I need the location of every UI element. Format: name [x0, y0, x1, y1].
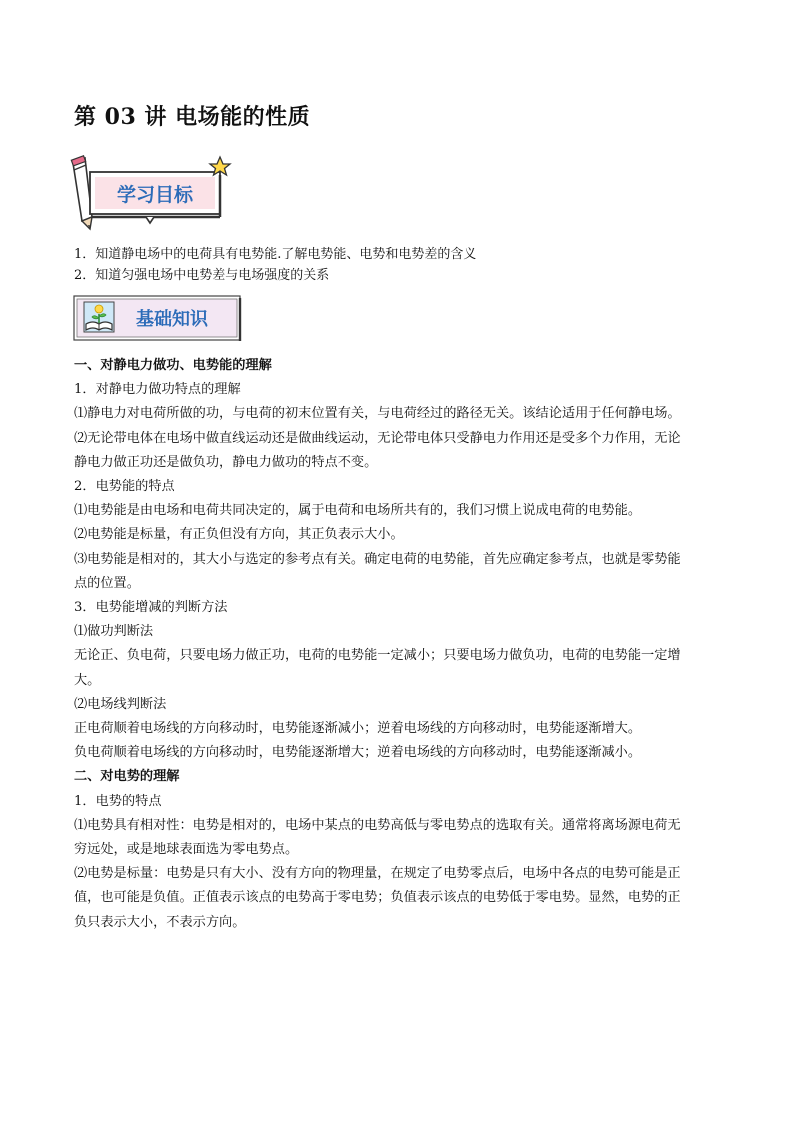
subsection-heading: 3．电势能增减的判断方法: [74, 600, 228, 616]
section-heading: 一、对静电力做功、电势能的理解: [74, 358, 272, 373]
paragraph: 无论正、负电荷，只要电场力做正功，电荷的电势能一定减小；只要电场力做负功，电荷的电势能一定增: [74, 648, 681, 664]
paragraph: ⑵无论带电体在电场中做直线运动还是做曲线运动，无论带电体只受静电力作用还是受多个力作用，无论: [74, 430, 681, 446]
knowledge-badge: [72, 292, 244, 344]
paragraph: ⑴电势具有相对性：电势是相对的，电场中某点的电势高低与零电势点的选取有关。通常将离场源电荷无: [74, 817, 681, 833]
book-icon: [84, 302, 114, 332]
paragraph: ⑴静电力对电荷所做的功，与电荷的初末位置有关，与电荷经过的路径无关。该结论适用于任何静电场。: [74, 406, 681, 422]
subsection-heading: 1．电势的特点: [74, 793, 162, 809]
objectives-badge-label: 学习目标: [116, 184, 194, 206]
objectives-badge: [70, 155, 236, 235]
paragraph: ⑶电势能是相对的，其大小与选定的参考点有关。确定电荷的电势能，首先应确定参考点，也就是零势能: [74, 551, 681, 567]
paragraph: 大。: [74, 672, 101, 688]
subsection-heading: 2．电势能的特点: [74, 479, 175, 495]
pencil-icon: [71, 156, 92, 229]
section-heading: 二、对电势的理解: [74, 769, 180, 785]
paragraph: ⑵电势是标量：电势是只有大小、没有方向的物理量，在规定了电势零点后，电场中各点的电势可能是正: [74, 866, 681, 882]
paragraph: 负只表示大小，不表示方向。: [74, 914, 246, 930]
goals-list: [74, 244, 724, 286]
paragraph: 点的位置。: [74, 575, 140, 591]
subsection-heading: 1．对静电力做功特点的理解: [74, 382, 241, 398]
paragraph: 值，也可能是负值。正值表示该点的电势高于零电势；负值表示该点的电势低于零电势。显然，电势的正: [74, 890, 681, 906]
paragraph: 正电荷顺着电场线的方向移动时，电势能逐渐减小；逆着电场线的方向移动时，电势能逐渐增大。: [74, 721, 642, 737]
knowledge-content: [74, 354, 724, 935]
goal-item: 2．知道匀强电场中电势差与电场强度的关系: [74, 268, 330, 283]
paragraph: 静电力做正功还是做负功，静电力做功的特点不变。: [74, 454, 378, 470]
method-heading: ⑴做功判断法: [74, 624, 154, 640]
knowledge-badge-label: 基础知识: [136, 309, 208, 330]
page-title: 第 03 讲 电场能的性质: [74, 104, 311, 130]
goal-item: 1．知道静电场中的电荷具有电势能.了解电势能、电势和电势差的含义: [74, 247, 477, 262]
paragraph: 穷远处，或是地球表面选为零电势点。: [74, 842, 299, 858]
paragraph: ⑴电势能是由电场和电荷共同决定的，属于电荷和电场所共有的，我们习惯上说成电荷的电势能。: [74, 503, 642, 519]
paragraph: 负电荷顺着电场线的方向移动时，电势能逐渐增大；逆着电场线的方向移动时，电势能逐渐减小。: [74, 745, 642, 761]
paragraph: ⑵电势能是标量，有正负但没有方向，其正负表示大小。: [74, 527, 404, 543]
method-heading: ⑵电场线判断法: [74, 696, 167, 712]
